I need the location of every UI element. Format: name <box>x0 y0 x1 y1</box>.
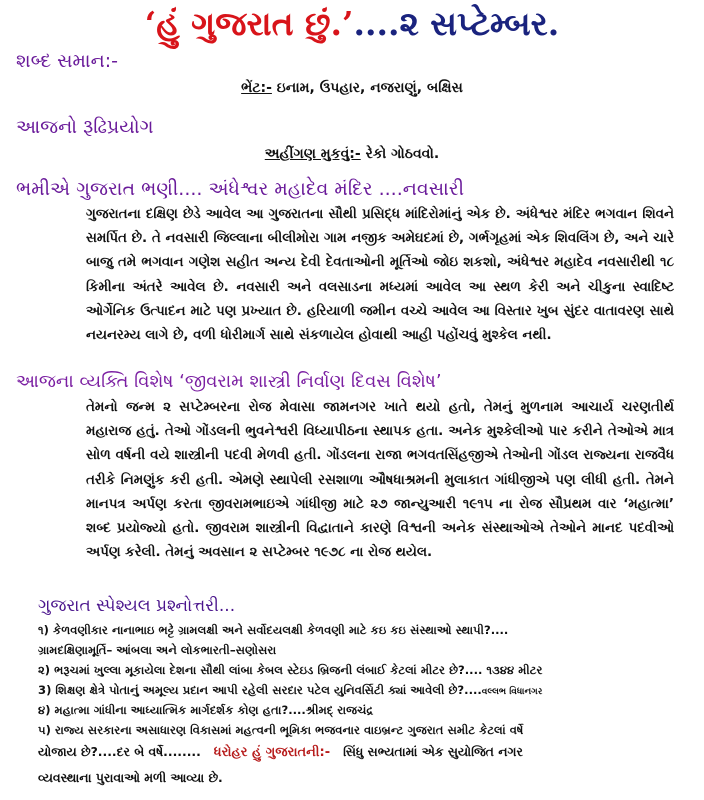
vyakti-paragraph <box>38 396 674 590</box>
shabd-saman-value: ઇનામ, ઉપહાર, નજરાણું, બક્ષિસ <box>276 80 463 96</box>
quiz-line-4 <box>38 680 678 700</box>
vyakti-paragraph-text: તેમનો જન્મ ૨ સપ્ટેમ્બરના રોજ મેવાસા જામનગર ખાતે થયો હતો, તેમનું મુળનામ આચાર્ય ચરણતીર્થ મહારાજ હતું. તેઓ ગોંડલની ભુવનેશ્વરી વિધ્યાપીઠના સ્થાપક હતા. અનેક મુશ્કેલીઓ પાર કરીને તેઓએ માત્ર સોળ વર્ષની વયે શાસ્ત્રીની પદવી મેળવી હતી. ગોંડલના રાજા ભગવતસિંહજીએ તેઓની ગોંડલ રાજ્યના રાજવૈધ તરીકે નિમણુંક કરી હતી. એમણે સ્થાપેલી રસશાળા ઔષધાશ્રમની મુલાકાત ગાંધીજીએ પણ લીધી હતી. તેમને માનપત્ર અર્પણ કરતા જીવરામભાઇએ ગાંધીજી માટે ૨૭ જાન્યુઆરી ૧૯૧૫ ના રોજ સૌપ્રથમ વાર ‘મહાત્મા’ શબ્દ પ્રયોજ્યો હતો. જીવરામ શાસ્ત્રીની વિદ્વાતાને કારણે વિશ્વની અનેક સંસ્થાઓએ તેઓને માનદ પદવીઓ અર્પણ કરેલી. તેમનું અવસાન ૨ સપ્ટેમ્બર ૧૯૭૮ ના રોજ થયેલ. <box>86 400 674 561</box>
bhramie-paragraph-text: ગુજરાતના દક્ષિણ છેડે આવેલ આ ગુજરાતના સૌથી પ્રસિદ્ધ માંદિરોમાંનું એક છે. અંધેશ્વર મંદિર ભગવાન શિવને સમર્પિત છે. તે નવસારી જિલ્લાના બીલીમોરા ગામ નજીક અમેઘદમાં છે, ગર્ભગૃહમાં એક શિવલિંગ છે, અને ચારે બાજુ તમે ભગવાન ગણેશ સહીત અન્ય દેવી દેવતાઓની મૂર્તિઓ જોઇ શકશો, અંધેશ્વર મહાદેવ નવસારીથી ૧૮ કિમીના અંતરે આવેલ છે. નવસારી અને વલસાડના મધ્યમાં આવેલ આ સ્થળ કેરી અને ચીકુના સ્વાદિષ્ટ ઓર્ગેનિક ઉત્પાદન માટે પણ પ્રખ્યાત છે. હરિયાળી જમીન વચ્ચે આવેલ આ વિસ્તાર ખુબ સુંદર વાતાવરણ સાથે નયનરમ્ય લાગે છે, વળી ધોરીમાર્ગ સાથે સંકળાયેલ હોવાથી આહી પહોંચવું મુશ્કેલ નથી. <box>86 207 674 344</box>
vyakti-heading: આજના વ્યક્તિ વિશેષ ‘જીવરામ શાસ્ત્રી નિર્વાણ દિવસ વિશેષ’ <box>16 371 442 392</box>
rudhiprayog-line <box>0 146 704 162</box>
quiz-list <box>38 620 678 740</box>
dharohar-text-1: સિંધુ સભ્યતામાં એક સુયોજિત નગર <box>343 744 523 759</box>
dharohar-label: ધરોહર હું ગુજરાતની:- <box>213 745 331 760</box>
shabd-saman-heading: શબ્દ સમાન:- <box>16 50 118 72</box>
closing-line-2 <box>38 766 688 790</box>
rudhiprayog-label: અહીંગણ મુકવું:- <box>264 146 361 162</box>
quiz-line-5: ૪) મહાત્મા ગાંધીના આધ્યાત્મિક માર્ગદર્શક કોણ હતા?....શ્રીમદ્ રાજચંદ્ર <box>38 703 374 717</box>
quiz-line-6: ૫) રાજ્ય સરકારના અસાધારણ વિકાસમાં મહત્વની ભૂમિકા ભજવનાર વાઇબ્રન્ટ ગુજરાત સમીટ કેટલાં વર્ષે <box>38 723 524 737</box>
quiz-q3-answer: વલ્લભ વિધાનગર <box>481 687 543 697</box>
page-title <box>0 2 704 46</box>
bhramie-paragraph <box>38 203 674 371</box>
dharohar-text-2: વ્યવસ્થાના પુરાવાઓ મળી આવ્યા છે. <box>38 770 223 785</box>
shabd-saman-label: ભેંટ:- <box>241 80 272 96</box>
quiz-line-2: ગ્રામદક્ષિણામૂર્તિ– આંબલા અને લોકભારતી–સણોસરા <box>38 643 277 657</box>
quiz-q5-tail: યોજાય છે?....દર બે વર્ષે........ <box>38 744 201 759</box>
rudhiprayog-value: રેકો ગોઠવવો. <box>365 146 440 162</box>
quiz-q3: 3) શિક્ષણ ક્ષેત્રે પોતાનું અમૂલ્ય પ્રદાન આપી રહેલી સરદાર પટેલ યુનિવર્સિટી ક્યાં આવેલી છે?.... <box>38 683 482 697</box>
closing-line-1 <box>38 740 688 765</box>
shabd-saman-line <box>0 80 704 96</box>
title-date: ....૨ સપ્ટેમ્બર. <box>353 4 560 43</box>
quiz-line-3: ૨) ભરૂચમાં ખુલ્લા મૂકાયેલા દેશના સૌથી લાંબા કેબલ સ્ટેઇડ બ્રિજની લંબાઈ કેટલાં મીટર છે?.... ૧૩૪૪ મીટર <box>38 663 543 677</box>
quiz-line-1: ૧) કેળવણીકાર નાનાભાઇ ભટ્ટે ગ્રામલક્ષી અને સર્વોદયલક્ષી કેળવણી માટે કઇ કઇ સંસ્થાઓ સ્થાપી?.... <box>38 623 509 637</box>
rudhiprayog-heading: આજનો રૂઢિપ્રયોગ <box>16 116 154 138</box>
quiz-heading: ગુજરાત સ્પેશ્યલ પ્રશ્નોત્તરી... <box>38 596 236 616</box>
bhramie-heading: ભમીએ ગુજરાત ભણી.... અંધેશ્વર મહાદેવ મંદિર ....નવસારી <box>16 178 465 200</box>
title-main: ‘હું ગુજરાત છું.’ <box>144 4 354 43</box>
